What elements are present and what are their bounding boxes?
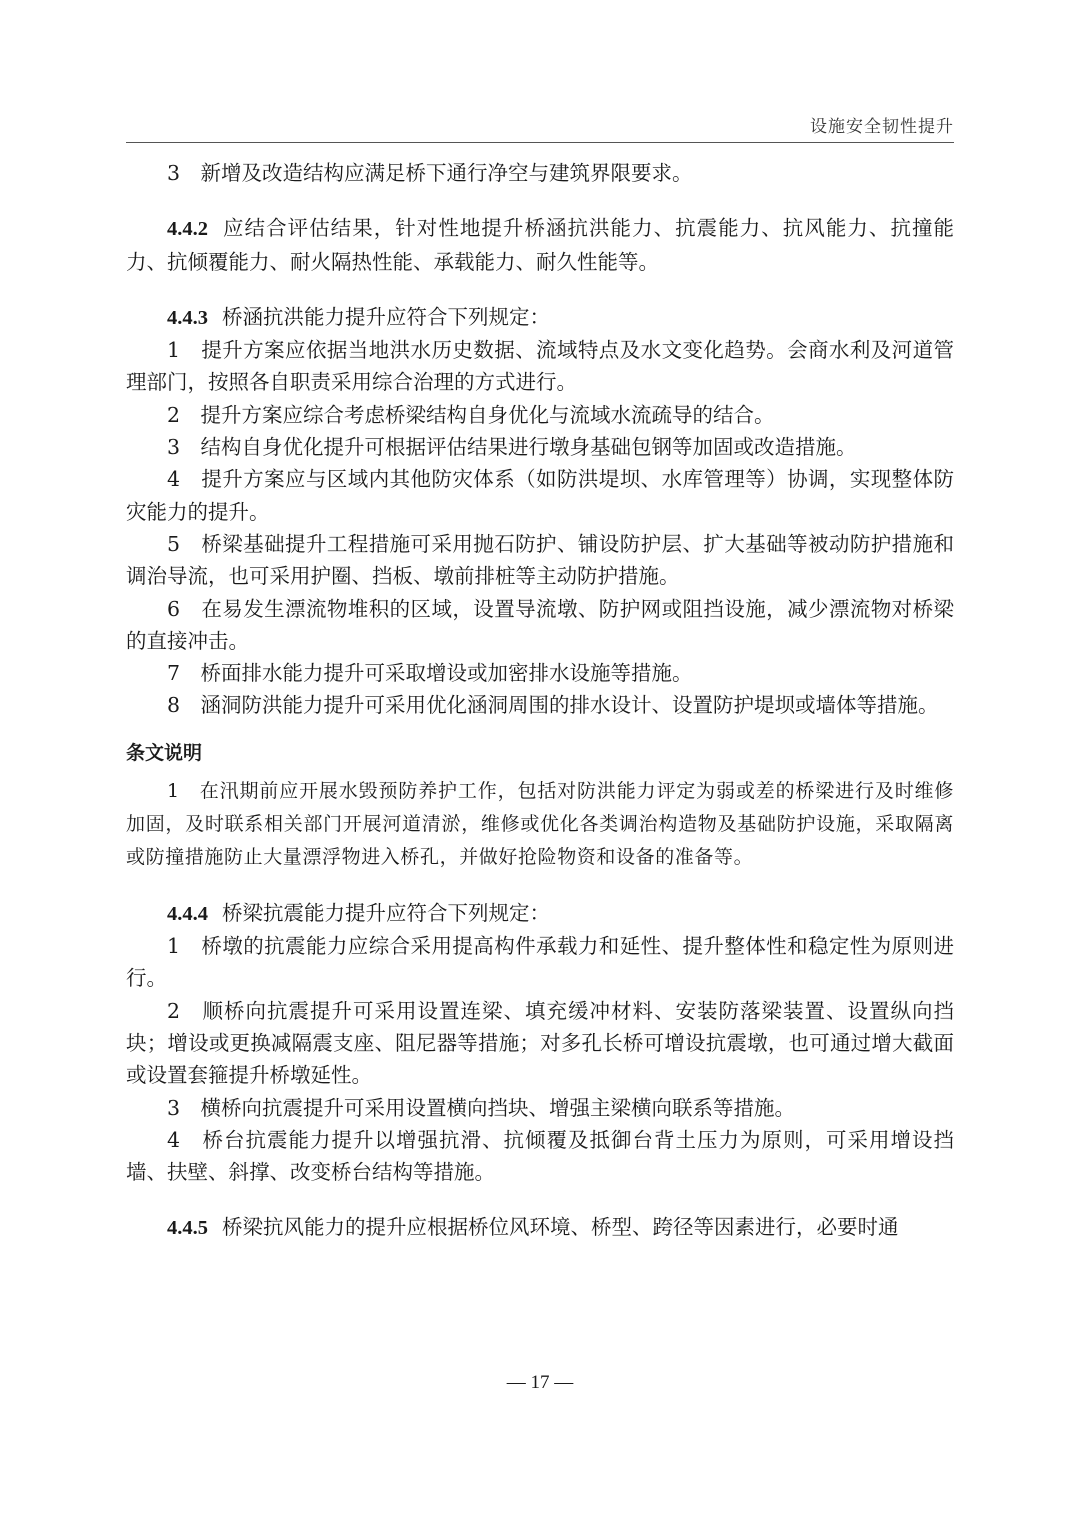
list-item: 3 横桥向抗震提升可采用设置横向挡块、增强主梁横向联系等措施。 [167, 1095, 796, 1120]
list-item: 1 桥墩的抗震能力应综合采用提高构件承载力和延性、提升整体性和稳定性为原则进行。 [126, 934, 954, 991]
clause-4-4-3 [126, 301, 954, 334]
header-title: 设施安全韧性提升 [810, 117, 954, 137]
list-item: 2 提升方案应综合考虑桥梁结构自身优化与流域水流疏导的结合。 [167, 402, 775, 427]
list-item: 8 涵洞防洪能力提升可采用优化涵洞周围的排水设计、设置防护堤坝或墙体等措施。 [167, 693, 939, 718]
clause-4-4-4 [126, 897, 954, 930]
list-item: 1 提升方案应依据当地洪水历史数据、流域特点及水文变化趋势。会商水利及河道管理部门，按照各自职责采用综合治理的方式进行。 [126, 338, 954, 395]
page-header [126, 108, 954, 143]
explanation-item: 1 在汛期前应开展水毁预防养护工作，包括对防洪能力评定为弱或差的桥梁进行及时维修加固，及时联系相关部门开展河道清淤，维修或优化各类调治构造物及基础防护设施，采取隔离或防撞措施防止大量漂浮物进入桥孔，并做好抢险物资和设备的准备等。 [126, 779, 954, 868]
clause-number: 4.4.3 [167, 306, 208, 329]
clause-text: 桥涵抗洪能力提升应符合下列规定： [222, 304, 550, 329]
list-item: 3 新增及改造结构应满足桥下通行净空与建筑界限要求。 [167, 161, 693, 185]
clause-text: 桥梁抗震能力提升应符合下列规定： [222, 900, 550, 925]
list-item: 2 顺桥向抗震提升可采用设置连梁、填充缓冲材料、安装防落梁装置、设置纵向挡块；增设或更换减隔震支座、阻尼器等措施；对多孔长桥可增设抗震墩，也可通过增大截面或设置套箍提升桥墩延性。 [126, 998, 954, 1088]
clause-number: 4.4.5 [167, 1217, 208, 1240]
list-item: 4 提升方案应与区域内其他防灾体系（如防洪堤坝、水库管理等）协调，实现整体防灾能力的提升。 [126, 467, 954, 524]
list-item: 3 结构自身优化提升可根据评估结果进行墩身基础包钢等加固或改造措施。 [167, 435, 857, 460]
clause-number: 4.4.4 [167, 902, 208, 925]
list-item: 4 桥台抗震能力提升以增强抗滑、抗倾覆及抵御台背土压力为原则，可采用增设挡墙、扶壁、斜撑、改变桥台结构等措施。 [126, 1127, 954, 1185]
clause-text: 应结合评估结果，针对性地提升桥涵抗洪能力、抗震能力、抗风能力、抗撞能力、抗倾覆能力、耐火隔热性能、承载能力、耐久性能等。 [126, 216, 954, 274]
section-title: 条文说明 [126, 741, 203, 764]
clause-4-4-2 [126, 212, 954, 278]
clause-4-4-5 [126, 1211, 954, 1244]
document-body [126, 157, 954, 1245]
clause-text: 桥梁抗风能力的提升应根据桥位风环境、桥型、跨径等因素进行，必要时通 [222, 1215, 899, 1240]
clause-number: 4.4.2 [167, 218, 208, 241]
list-item: 5 桥梁基础提升工程措施可采用抛石防护、铺设防护层、扩大基础等被动防护措施和调治导流，也可采用护圈、挡板、墩前排桩等主动防护措施。 [126, 531, 954, 589]
list-item: 6 在易发生漂流物堆积的区域，设置导流墩、防护网或阻挡设施，减少漂流物对桥梁的直接冲击。 [126, 596, 954, 653]
list-item: 7 桥面排水能力提升可采取增设或加密排水设施等措施。 [167, 661, 693, 686]
page-number: — 17 — [506, 1372, 574, 1393]
